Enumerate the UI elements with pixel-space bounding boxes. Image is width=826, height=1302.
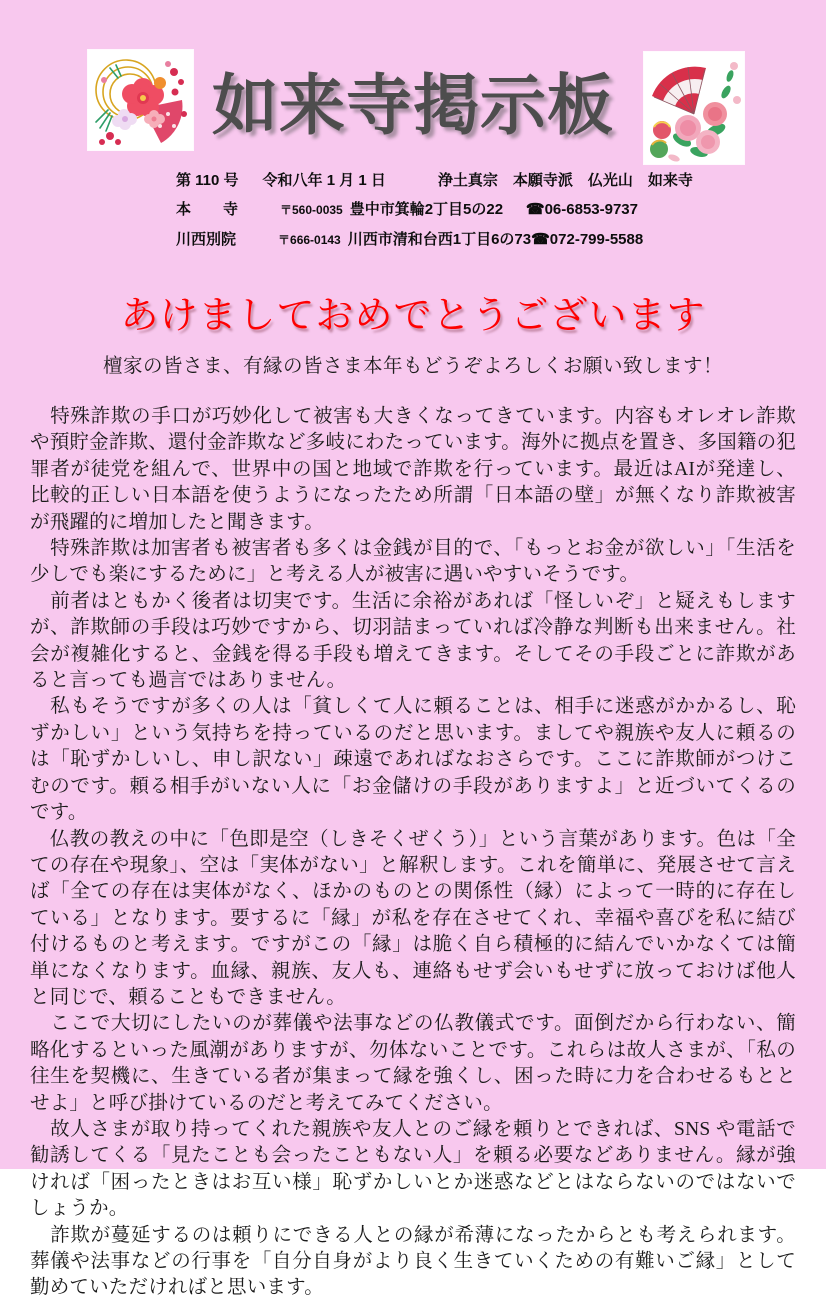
branch-temple-label: 川西別院 <box>176 231 237 248</box>
fan-peonies-image <box>644 52 744 164</box>
masthead-line-main-temple <box>176 195 638 225</box>
main-temple-address: 豊中市箕輪2丁目5の22 <box>349 201 504 218</box>
issue-number: 第 110 号 <box>176 172 239 189</box>
article-paragraph: 私もそうですが多くの人は「貧しくて人に頼ることは、相手に迷惑がかかるし、恥ずかしい」という気持ちを持っているのだと思います。ましてや親族や友人に頼るのは「恥ずかしいし、申し訳ない」疎遠であればなおさらです。ここに詐欺師がつけこむのです。頼る相手がいない人に「お金儲けの手段がありますよ」と近づいてくるのです。 <box>30 696 796 824</box>
article-paragraph: 前者はともかく後者は切実です。生活に余裕があれば「怪しいぞ」と疑えもしますが、詐欺師の手段は巧妙ですから、切羽詰まっていれば冷静な判断も出来ません。社会が複雑化すると、金銭を得る手段も増えてきます。そしてその手段ごとに詐欺があると言っても過言ではありません。 <box>30 590 796 692</box>
masthead-line-branch-temple <box>176 225 644 255</box>
issue-date: 令和八年 1 月 1 日 <box>262 172 386 189</box>
article-paragraph: 仏教の教えの中に「色即是空（しきそくぜくう）」という言葉があります。色は「全ての存在や現象」、空は「実体がない」と解釈します。これを簡単に、発展させて言えば「全ての存在は実体がなく、ほかのものとの関係性（縁）によって一時的に存在している」となります。要するに「縁」が私を存在させてくれ、幸福や喜びを私に結び付けるものと考えます。ですがこの「縁」は脆く自ら積極的に結んでいかなくては簡単になくなります。血縁、親族、友人も、連絡もせず会いもせずに放っておけば他人と同じで、頼ることもできません。 <box>30 828 796 1008</box>
article-paragraph: 特殊詐欺の手口が巧妙化して被害も大きくなってきています。内容もオレオレ詐欺や預貯金詐欺、還付金詐欺など多岐にわたっています。海外に拠点を置き、多国籍の犯罪者が徒党を組んで、世界中の国と地域で詐欺を行っています。最近はAIが発達し、比較的正しい日本語を使うようになったため所謂「日本語の壁」が無くなり詐欺被害が飛躍的に増加したと聞きます。 <box>30 406 796 533</box>
branch-temple-address: 川西市清和台西1丁目6の73 <box>347 231 532 248</box>
main-temple-postal: 〒560-0035 <box>280 203 343 217</box>
temple-denomination: 浄土真宗 本願寺派 仏光山 如来寺 <box>437 172 693 189</box>
masthead-line-issue <box>176 166 693 195</box>
main-temple-label: 本 寺 <box>176 201 238 218</box>
article-body <box>30 404 796 1302</box>
page-title: 如来寺掲示板 <box>212 70 614 143</box>
branch-temple-postal: 〒666-0143 <box>278 233 341 247</box>
greeting-subtitle: 檀家の皆さま、有縁の皆さま本年もどうぞよろしくお願い致します！ <box>102 356 723 377</box>
article-paragraph: 詐欺が蔓延するのは頼りにできる人との縁が希薄になったからとも考えられます。葬儀や法事などの行事を「自分自身がより良く生きていくための有難いご縁」として勤めていただければと思います。 <box>30 1224 796 1299</box>
main-temple-phone: ☎06-6853-9737 <box>525 201 638 218</box>
article-paragraph: 特殊詐欺は加害者も被害者も多くは金銭が目的で、「もっとお金が欲しい」「生活を少しでも楽にするために」と考える人が被害に遇いやすいそうです。 <box>30 538 796 586</box>
article-paragraph: 故人さまが取り持ってくれた親族や友人とのご縁を頼りとできれば、SNS や電話で勧誘してくる「見たことも会ったこともない人」を頼る必要などありません。縁が強ければ「困ったときはお互い様」恥ずかしいとか迷惑などとはならないのではないでしょうか。 <box>30 1118 796 1220</box>
masthead <box>176 166 693 255</box>
fan-peonies-icon <box>644 52 744 164</box>
greeting-headline: あけましておめでとうございます <box>120 295 706 337</box>
branch-temple-phone: ☎072-799-5588 <box>531 231 644 248</box>
article-paragraph: ここで大切にしたいのが葬儀や法事などの仏教儀式です。面倒だから行わない、簡略化するといった風潮がありますが、勿体ないことです。これらは故人さまが、「私の往生を契機に、生きている者が集まって縁を強くし、困った時に力を合わせるもととせよ」と呼び掛けているのだと考えてみてください。 <box>30 1013 796 1114</box>
